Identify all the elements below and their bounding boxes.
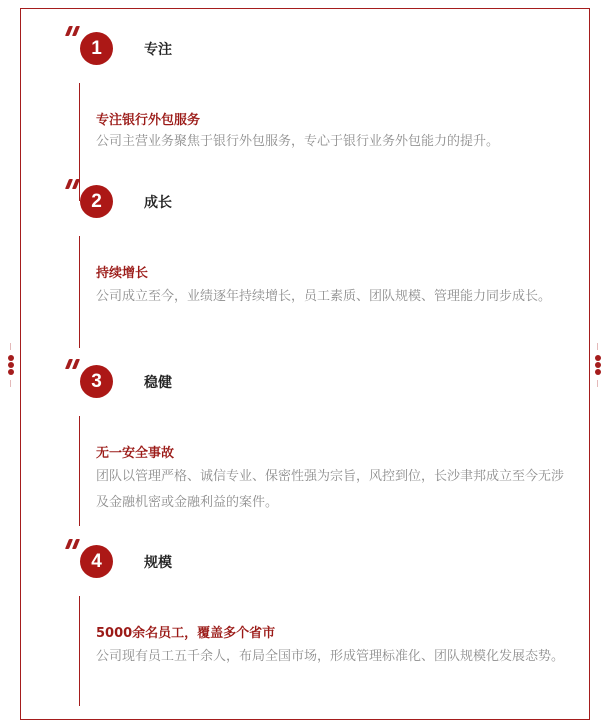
section-subtitle: 专注银行外包服务 xyxy=(96,113,201,128)
quote-mark-icon xyxy=(64,359,80,369)
timeline-line xyxy=(79,236,80,348)
quote-mark-icon xyxy=(64,179,80,189)
dot-icon xyxy=(8,355,14,361)
dot-icon xyxy=(8,362,14,368)
section-description: 公司主营业务聚焦于银行外包服务，专心于银行业务外包能力的提升。 xyxy=(96,134,500,149)
dot-icon xyxy=(595,362,601,368)
step-number-badge: 3 xyxy=(80,365,113,398)
right-drag-handle[interactable] xyxy=(594,343,602,387)
section-subtitle: 无一安全事故 xyxy=(96,446,175,461)
dot-icon xyxy=(595,355,601,361)
timeline-line xyxy=(79,596,80,706)
section-subtitle: 持续增长 xyxy=(96,266,149,281)
handle-line xyxy=(597,380,598,387)
dot-icon xyxy=(595,369,601,375)
section-title: 稳健 xyxy=(144,375,172,391)
section-title: 成长 xyxy=(144,195,172,211)
handle-line xyxy=(10,380,11,387)
handle-line xyxy=(10,343,11,350)
section-title: 规模 xyxy=(144,555,172,571)
step-number-badge: 4 xyxy=(80,545,113,578)
step-number-badge: 1 xyxy=(80,32,113,65)
left-drag-handle[interactable] xyxy=(7,343,15,387)
section-description: 团队以管理严格、诚信专业、保密性强为宗旨，风控到位，长沙聿邦成立至今无涉及金融机密或金融利益的案件。 xyxy=(96,469,565,510)
section-description: 公司成立至今，业绩逐年持续增长，员工素质、团队规模、管理能力同步成长。 xyxy=(96,289,552,304)
handle-line xyxy=(597,343,598,350)
section-description: 公司现有员工五千余人，布局全国市场，形成管理标准化、团队规模化发展态势。 xyxy=(96,649,565,664)
dot-icon xyxy=(8,369,14,375)
section-subtitle: 5000余名员工，覆盖多个省市 xyxy=(96,626,276,641)
quote-mark-icon xyxy=(64,26,80,36)
step-number-badge: 2 xyxy=(80,185,113,218)
section-title: 专注 xyxy=(144,42,172,58)
timeline-line xyxy=(79,416,80,526)
quote-mark-icon xyxy=(64,539,80,549)
